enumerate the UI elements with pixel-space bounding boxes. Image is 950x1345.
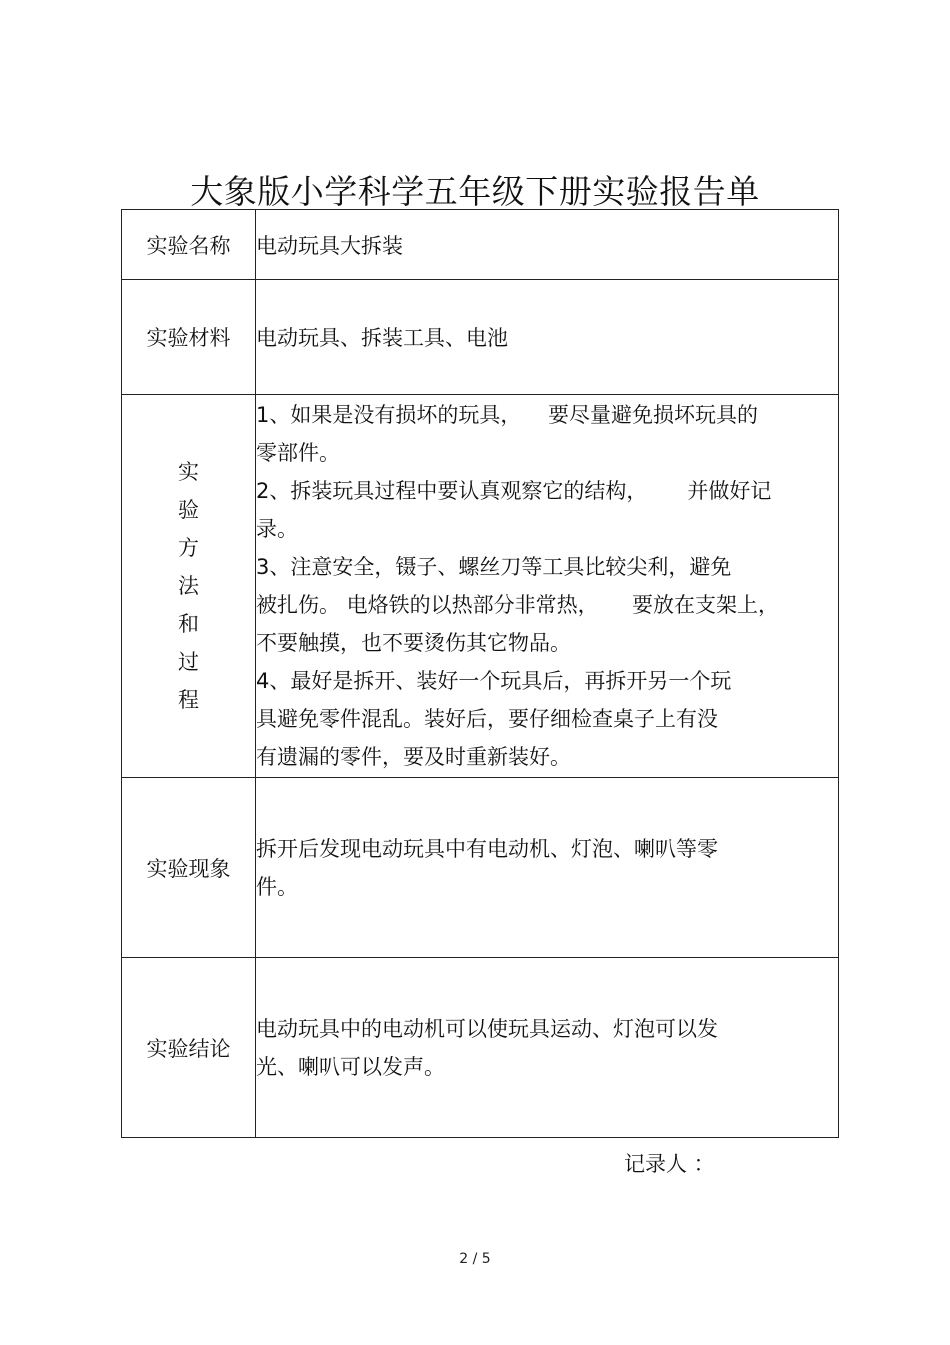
method-label-char: 方	[178, 536, 199, 560]
method-line: 零部件。	[256, 441, 340, 465]
phenomenon-line: 拆开后发现电动玩具中有电动机、灯泡、喇叭等零	[256, 836, 718, 861]
row-experiment-method	[122, 395, 839, 778]
page-number: 2 / 5	[459, 1251, 491, 1267]
method-line: 被扎伤。 电烙铁的以热部分非常热， 要放在支架上，	[256, 593, 780, 617]
value-experiment-method	[256, 395, 839, 778]
method-label-char: 程	[178, 688, 199, 712]
method-label-char: 和	[178, 612, 199, 636]
row-experiment-name	[122, 210, 839, 280]
document-title: 大象版小学科学五年级下册实验报告单	[190, 172, 760, 211]
conclusion-line: 光、喇叭可以发声。	[256, 1054, 445, 1079]
method-line: 4、最好是拆开、装好一个玩具后，再拆开另一个玩	[256, 669, 732, 693]
method-label-char: 实	[178, 460, 199, 484]
value-experiment-conclusion	[256, 958, 839, 1138]
recorder-label: 记录人 ：	[624, 1152, 715, 1176]
label-experiment-method	[122, 395, 256, 778]
row-experiment-conclusion	[122, 958, 839, 1138]
method-line: 不要触摸，也不要烫伤其它物品。	[256, 631, 571, 655]
method-line: 录。	[256, 517, 298, 541]
method-line: 有遗漏的零件，要及时重新装好。	[256, 745, 571, 769]
phenomenon-line: 件。	[256, 874, 298, 899]
method-label-char: 法	[178, 574, 199, 598]
method-line: 具避免零件混乱。装好后，要仔细检查桌子上有没	[256, 707, 718, 731]
conclusion-line: 电动玩具中的电动机可以使玩具运动、灯泡可以发	[256, 1016, 718, 1041]
report-table	[121, 209, 839, 1138]
label-experiment-conclusion: 实验结论	[122, 958, 256, 1138]
method-line: 3、注意安全，镊子、螺丝刀等工具比较尖利，避免	[256, 555, 732, 579]
label-experiment-materials: 实验材料	[122, 280, 256, 395]
method-label-char: 过	[178, 650, 199, 674]
label-experiment-phenomenon: 实验现象	[122, 778, 256, 958]
value-experiment-name: 电动玩具大拆装	[256, 210, 839, 280]
value-experiment-phenomenon	[256, 778, 839, 958]
row-experiment-phenomenon	[122, 778, 839, 958]
method-line: 1、如果是没有损坏的玩具， 要尽量避免损坏玩具的	[256, 403, 759, 427]
row-experiment-materials	[122, 280, 839, 395]
method-label-char: 验	[178, 498, 199, 522]
label-experiment-name: 实验名称	[122, 210, 256, 280]
method-line: 2、拆装玩具过程中要认真观察它的结构， 并做好记	[256, 479, 772, 503]
value-experiment-materials: 电动玩具、拆装工具、电池	[256, 280, 839, 395]
